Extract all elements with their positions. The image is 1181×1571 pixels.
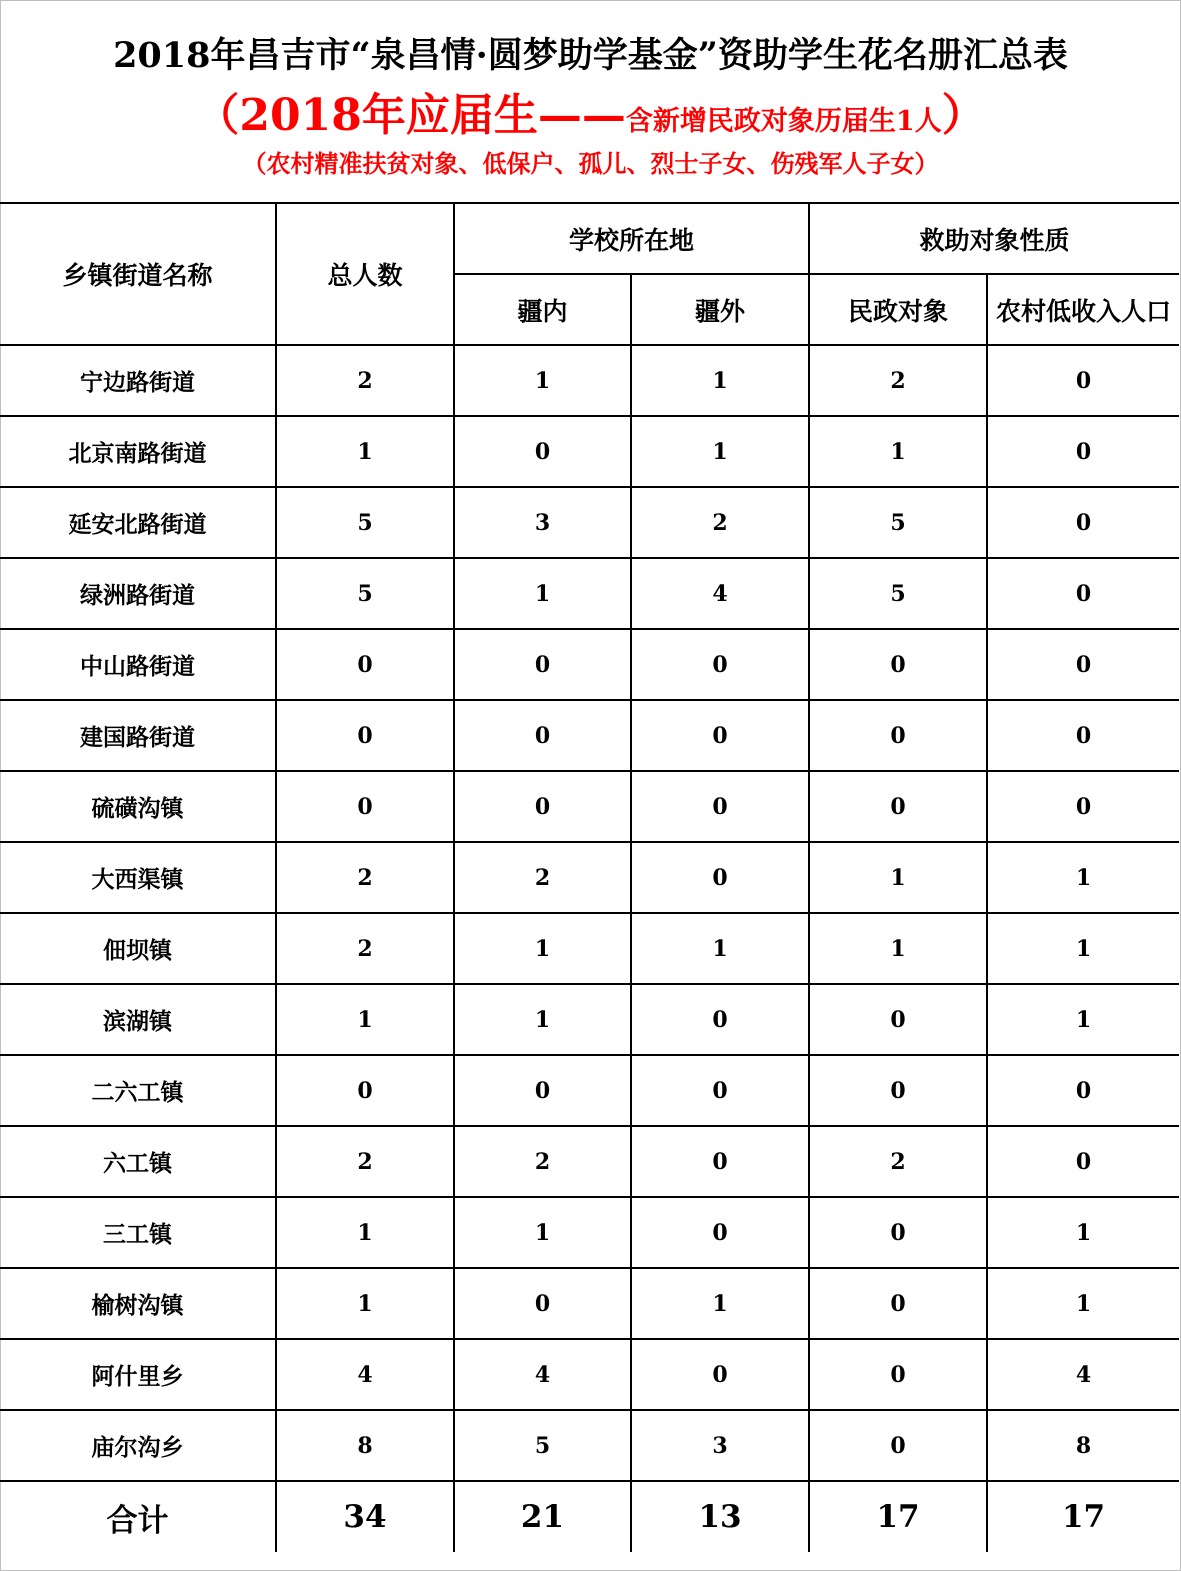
cell-outside-xinjiang: 1 (631, 416, 809, 487)
cell-rural-low-income: 17 (987, 1481, 1179, 1552)
cell-civil-affairs: 0 (809, 629, 987, 700)
cell-in-xinjiang: 21 (454, 1481, 631, 1552)
cell-name: 三工镇 (0, 1197, 276, 1268)
cell-name: 中山路街道 (0, 629, 276, 700)
cell-name: 阿什里乡 (0, 1339, 276, 1410)
cell-civil-affairs: 0 (809, 984, 987, 1055)
cell-rural-low-income: 1 (987, 842, 1179, 913)
cell-in-xinjiang: 2 (454, 1126, 631, 1197)
table-row (0, 487, 1179, 558)
cell-civil-affairs: 0 (809, 1339, 987, 1410)
header-aid-type: 救助对象性质 (809, 203, 1179, 274)
cell-outside-xinjiang: 1 (631, 1268, 809, 1339)
cell-in-xinjiang: 0 (454, 700, 631, 771)
subtitle-note: 含新增民政对象历届生1人 (625, 106, 942, 137)
cell-total: 0 (276, 771, 454, 842)
cell-civil-affairs: 0 (809, 1055, 987, 1126)
cell-rural-low-income: 8 (987, 1410, 1179, 1481)
table-row (0, 345, 1179, 416)
cell-total: 1 (276, 1268, 454, 1339)
cell-in-xinjiang: 1 (454, 984, 631, 1055)
cell-rural-low-income: 1 (987, 1197, 1179, 1268)
total-row (0, 1481, 1179, 1552)
cell-rural-low-income: 0 (987, 629, 1179, 700)
cell-total: 1 (276, 416, 454, 487)
cell-in-xinjiang: 1 (454, 1197, 631, 1268)
cell-in-xinjiang: 0 (454, 629, 631, 700)
document-scope: （农村精准扶贫对象、低保户、孤儿、烈士子女、伤残军人子女） (242, 149, 939, 178)
cell-rural-low-income: 0 (987, 771, 1179, 842)
cell-name: 佃坝镇 (0, 913, 276, 984)
cell-in-xinjiang: 3 (454, 487, 631, 558)
table-row (0, 1055, 1179, 1126)
cell-in-xinjiang: 2 (454, 842, 631, 913)
cell-rural-low-income: 0 (987, 1055, 1179, 1126)
cell-total: 0 (276, 1055, 454, 1126)
cell-name: 榆树沟镇 (0, 1268, 276, 1339)
cell-in-xinjiang: 1 (454, 345, 631, 416)
cell-total: 2 (276, 345, 454, 416)
cell-civil-affairs: 0 (809, 771, 987, 842)
cell-outside-xinjiang: 13 (631, 1481, 809, 1552)
cell-outside-xinjiang: 0 (631, 984, 809, 1055)
cell-outside-xinjiang: 0 (631, 1126, 809, 1197)
table-row (0, 629, 1179, 700)
cell-outside-xinjiang: 0 (631, 629, 809, 700)
cell-rural-low-income: 1 (987, 1268, 1179, 1339)
cell-outside-xinjiang: 0 (631, 700, 809, 771)
document-title: 2018年昌吉市“泉昌情·圆梦助学基金”资助学生花名册汇总表 (113, 35, 1068, 76)
cell-civil-affairs: 0 (809, 1197, 987, 1268)
cell-total: 2 (276, 842, 454, 913)
cell-outside-xinjiang: 0 (631, 771, 809, 842)
cell-outside-xinjiang: 1 (631, 345, 809, 416)
cell-name: 二六工镇 (0, 1055, 276, 1126)
cell-civil-affairs: 1 (809, 416, 987, 487)
cell-name: 建国路街道 (0, 700, 276, 771)
cell-civil-affairs: 2 (809, 345, 987, 416)
header-name: 乡镇街道名称 (0, 203, 276, 345)
cell-name: 滨湖镇 (0, 984, 276, 1055)
cell-rural-low-income: 0 (987, 416, 1179, 487)
cell-outside-xinjiang: 2 (631, 487, 809, 558)
cell-in-xinjiang: 0 (454, 416, 631, 487)
cell-outside-xinjiang: 0 (631, 1197, 809, 1268)
cell-in-xinjiang: 1 (454, 558, 631, 629)
cell-name: 北京南路街道 (0, 416, 276, 487)
cell-total: 2 (276, 913, 454, 984)
cell-civil-affairs: 5 (809, 558, 987, 629)
cell-rural-low-income: 1 (987, 984, 1179, 1055)
cell-in-xinjiang: 4 (454, 1339, 631, 1410)
cell-rural-low-income: 0 (987, 558, 1179, 629)
cell-rural-low-income: 0 (987, 345, 1179, 416)
cell-total: 1 (276, 1197, 454, 1268)
summary-table (0, 202, 1179, 1552)
cell-civil-affairs: 0 (809, 700, 987, 771)
table-row (0, 771, 1179, 842)
cell-name: 宁边路街道 (0, 345, 276, 416)
cell-rural-low-income: 0 (987, 700, 1179, 771)
cell-name: 绿洲路街道 (0, 558, 276, 629)
table-row (0, 984, 1179, 1055)
header-rural-low-income: 农村低收入人口 (987, 274, 1179, 345)
cell-in-xinjiang: 0 (454, 1055, 631, 1126)
cell-outside-xinjiang: 1 (631, 913, 809, 984)
cell-in-xinjiang: 0 (454, 1268, 631, 1339)
cell-total: 2 (276, 1126, 454, 1197)
cell-civil-affairs: 0 (809, 1410, 987, 1481)
cell-total: 0 (276, 700, 454, 771)
cell-outside-xinjiang: 0 (631, 842, 809, 913)
subtitle-close-paren: ） (941, 90, 986, 141)
cell-name: 合计 (0, 1481, 276, 1552)
cell-name: 延安北路街道 (0, 487, 276, 558)
table-row (0, 558, 1179, 629)
table-row (0, 1268, 1179, 1339)
cell-outside-xinjiang: 0 (631, 1339, 809, 1410)
cell-civil-affairs: 1 (809, 842, 987, 913)
cell-civil-affairs: 17 (809, 1481, 987, 1552)
cell-rural-low-income: 1 (987, 913, 1179, 984)
cell-rural-low-income: 0 (987, 487, 1179, 558)
cell-total: 4 (276, 1339, 454, 1410)
header-school-location: 学校所在地 (454, 203, 809, 274)
table-row (0, 913, 1179, 984)
header-civil-affairs: 民政对象 (809, 274, 987, 345)
cell-rural-low-income: 0 (987, 1126, 1179, 1197)
header-total: 总人数 (276, 203, 454, 345)
cell-outside-xinjiang: 4 (631, 558, 809, 629)
table-row (0, 700, 1179, 771)
cell-total: 5 (276, 487, 454, 558)
cell-civil-affairs: 5 (809, 487, 987, 558)
subtitle-main: 2018年应届生—— (239, 90, 626, 141)
cell-total: 5 (276, 558, 454, 629)
cell-total: 34 (276, 1481, 454, 1552)
header-outside-xinjiang: 疆外 (631, 274, 809, 345)
cell-total: 1 (276, 984, 454, 1055)
cell-outside-xinjiang: 0 (631, 1055, 809, 1126)
document-subtitle (0, 86, 1181, 146)
cell-in-xinjiang: 5 (454, 1410, 631, 1481)
table-row (0, 1410, 1179, 1481)
cell-name: 六工镇 (0, 1126, 276, 1197)
table-row (0, 842, 1179, 913)
cell-civil-affairs: 2 (809, 1126, 987, 1197)
cell-rural-low-income: 4 (987, 1339, 1179, 1410)
cell-civil-affairs: 0 (809, 1268, 987, 1339)
header-in-xinjiang: 疆内 (454, 274, 631, 345)
cell-in-xinjiang: 0 (454, 771, 631, 842)
table-row (0, 1197, 1179, 1268)
cell-outside-xinjiang: 3 (631, 1410, 809, 1481)
subtitle-open-paren: （ (195, 90, 240, 141)
cell-total: 0 (276, 629, 454, 700)
cell-total: 8 (276, 1410, 454, 1481)
table-row (0, 1126, 1179, 1197)
table-row (0, 416, 1179, 487)
cell-name: 硫磺沟镇 (0, 771, 276, 842)
cell-in-xinjiang: 1 (454, 913, 631, 984)
cell-name: 大西渠镇 (0, 842, 276, 913)
cell-civil-affairs: 1 (809, 913, 987, 984)
table-row (0, 1339, 1179, 1410)
cell-name: 庙尔沟乡 (0, 1410, 276, 1481)
